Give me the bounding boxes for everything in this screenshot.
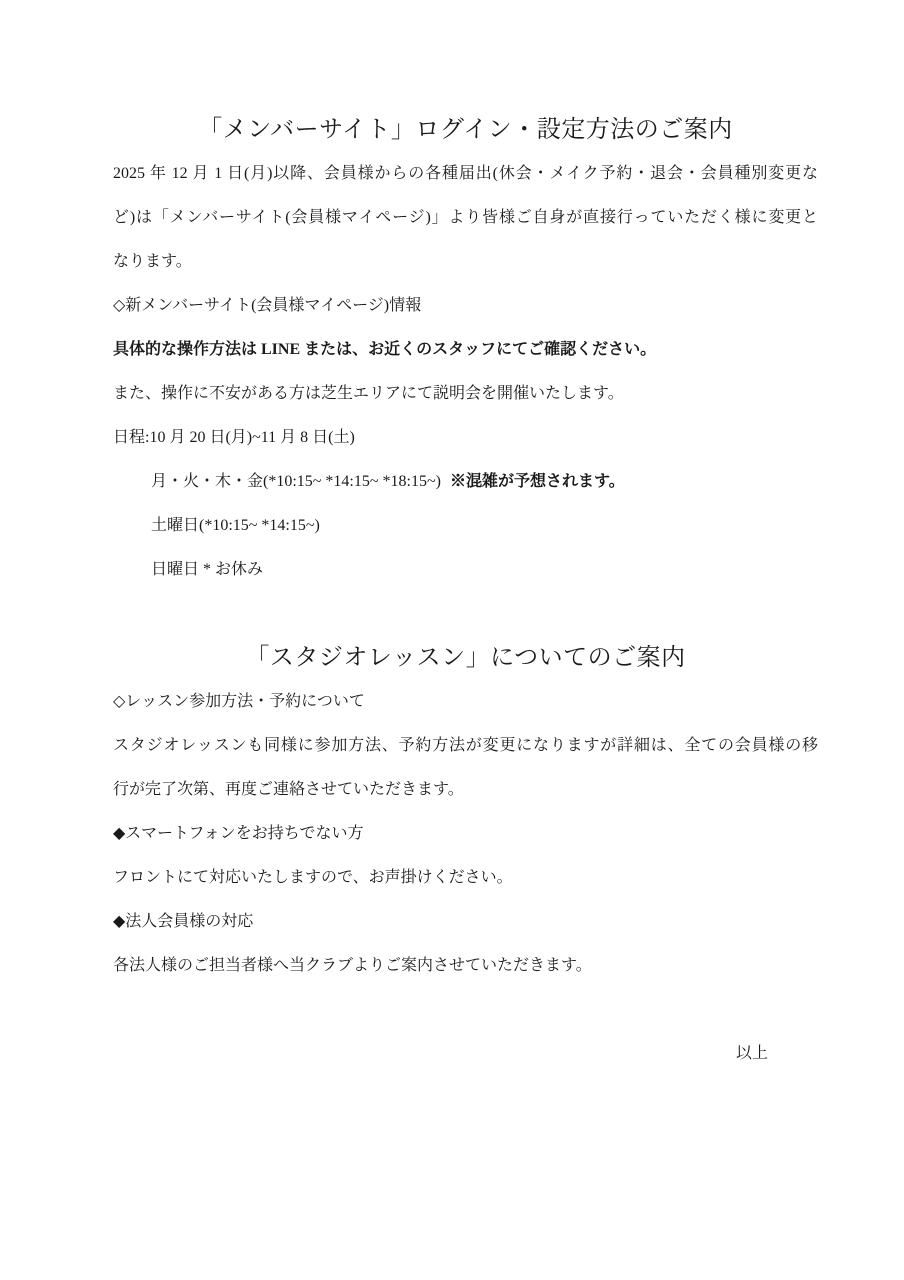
schedule-heading: 日程:10 月 20 日(月)~11 月 8 日(土) [113,429,355,446]
studio-lesson-section-title: 「スタジオレッスン」についてのご案内 [245,645,686,671]
corporate-heading: ◆法人会員様の対応 [113,913,254,930]
confirm-note-line: 具体的な操作方法は LINE または、お近くのスタッフにてご確認ください。 [113,341,657,358]
no-smartphone-heading: ◆スマートフォンをお持ちでない方 [113,825,364,842]
schedule-weekdays-line [113,460,818,504]
intro-line-3: なります。 [113,253,192,270]
blank-line [113,988,818,1032]
intro-line-1: 2025 年 12 月 1 日(月)以降、会員様からの各種届出(休会・メイク予約・退会・会員種別変更な [113,165,818,182]
schedule-sunday-line: 日曜日 * お休み [151,561,264,578]
no-smartphone-line: フロントにて対応いたしますので、お声掛けください。 [113,869,513,886]
corporate-line: 各法人様のご担当者様へ当クラブよりご案内させていただきます。 [113,957,592,974]
document-content [113,108,818,1076]
intro-line-2: ど)は「メンバーサイト(会員様マイページ)」より皆様ご自身が直接行っていただく様に変更と [113,209,818,226]
schedule-saturday-line: 土曜日(*10:15~ *14:15~) [151,517,320,534]
congestion-note: ※混雑が予想されます。 [449,473,625,490]
member-site-section-title: 「メンバーサイト」ログイン・設定方法のご案内 [198,117,733,143]
closing-text: 以上 [735,1045,768,1062]
schedule-weekdays: 月・火・木・金(*10:15~ *14:15~ *18:15~) [151,473,441,490]
briefing-line: また、操作に不安がある方は芝生エリアにて説明会を開催いたします。 [113,385,624,402]
participation-line-1: スタジオレッスンも同様に参加方法、予約方法が変更になりますが詳細は、全ての会員様の移 [113,737,818,754]
site-info-heading: ◇新メンバーサイト(会員様マイページ)情報 [113,297,422,314]
participation-line-2: 行が完了次第、再度ご連絡させていただきます。 [113,781,464,798]
participation-heading: ◇レッスン参加方法・予約について [113,693,365,710]
blank-line [113,592,818,636]
